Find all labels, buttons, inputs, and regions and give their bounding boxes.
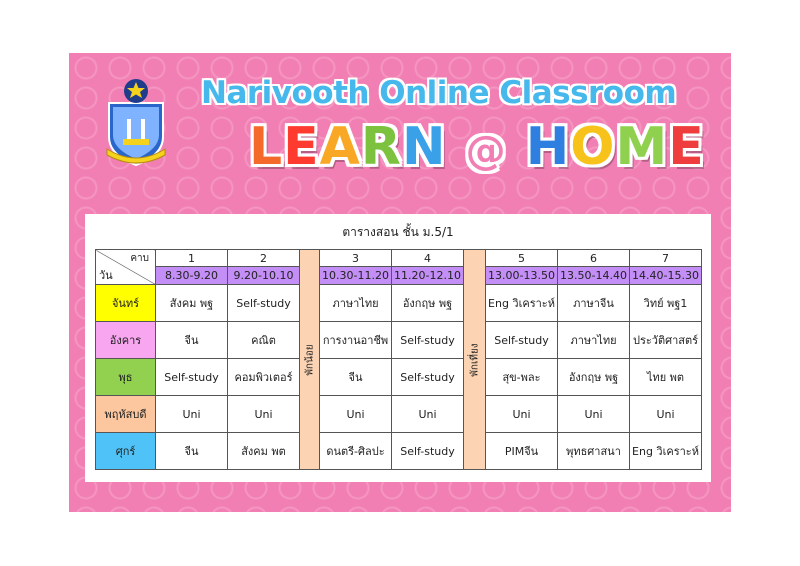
period-time: 13.00-13.50 [486, 267, 558, 285]
title-letter: R [360, 117, 402, 177]
class-cell: อังกฤษ พฐ [392, 285, 464, 322]
short-break-label: พักน้อย [304, 343, 315, 376]
title-letter: N [401, 117, 447, 177]
class-cell: คอมพิวเตอร์ [228, 359, 300, 396]
day-row-thursday [96, 396, 702, 433]
class-cell: ภาษาไทย [320, 285, 392, 322]
corner-cell [96, 250, 156, 285]
period-time: 11.20-12.10 [392, 267, 464, 285]
class-cell: ประวัติศาสตร์ [630, 322, 702, 359]
class-cell: Uni [486, 396, 558, 433]
class-cell: คณิต [228, 322, 300, 359]
day-label: อังคาร [96, 322, 156, 359]
class-cell: ดนตรี-ศิลปะ [320, 433, 392, 470]
lunch-break-label: พักเที่ยง [469, 342, 480, 377]
period-number-row [96, 250, 702, 267]
day-row-monday [96, 285, 702, 322]
short-break-column [300, 250, 320, 470]
period-number: 2 [228, 250, 300, 267]
period-number: 4 [392, 250, 464, 267]
period-time: 9.20-10.10 [228, 267, 300, 285]
period-time: 10.30-11.20 [320, 267, 392, 285]
day-label: พุธ [96, 359, 156, 396]
class-cell: Eng วิเคราะห์ [630, 433, 702, 470]
class-cell: วิทย์ พฐ1 [630, 285, 702, 322]
class-cell: สุข-พละ [486, 359, 558, 396]
title-letter [507, 117, 526, 177]
title-letter [447, 117, 466, 177]
class-cell: Uni [320, 396, 392, 433]
class-cell: Eng วิเคราะห์ [486, 285, 558, 322]
class-cell: ไทย พต [630, 359, 702, 396]
class-cell: ภาษาไทย [558, 322, 630, 359]
class-cell: พุทธศาสนา [558, 433, 630, 470]
class-cell: จีน [320, 359, 392, 396]
period-number: 3 [320, 250, 392, 267]
period-time: 13.50-14.40 [558, 267, 630, 285]
day-label: จันทร์ [96, 285, 156, 322]
day-row-friday [96, 433, 702, 470]
corner-period-label: คาบ [130, 253, 149, 264]
period-time: 14.40-15.30 [630, 267, 702, 285]
school-crest-icon [105, 75, 167, 167]
class-cell: สังคม พฐ [156, 285, 228, 322]
day-label: ศุกร์ [96, 433, 156, 470]
class-cell: Self-study [228, 285, 300, 322]
class-cell: ภาษาจีน [558, 285, 630, 322]
title-learn-at-home [249, 117, 705, 179]
period-number: 6 [558, 250, 630, 267]
title-letter: L [249, 117, 284, 177]
title-letter: A [319, 117, 361, 177]
day-row-tuesday [96, 322, 702, 359]
class-cell: Self-study [486, 322, 558, 359]
class-cell: PIMจีน [486, 433, 558, 470]
title-letter: E [668, 117, 705, 177]
class-cell: Uni [228, 396, 300, 433]
period-time-row [96, 267, 702, 285]
title-letter: O [570, 117, 616, 177]
day-row-wednesday [96, 359, 702, 396]
period-time: 8.30-9.20 [156, 267, 228, 285]
title-letter: H [525, 117, 571, 177]
day-label: พฤหัสบดี [96, 396, 156, 433]
class-cell: Uni [630, 396, 702, 433]
title-letter: E [283, 117, 320, 177]
class-cell: Self-study [392, 359, 464, 396]
title-online-classroom: Narivooth Online Classroom [201, 75, 677, 111]
timetable-sheet [85, 214, 711, 482]
corner-day-label: วัน [99, 269, 113, 282]
period-number: 1 [156, 250, 228, 267]
class-cell: อังกฤษ พฐ [558, 359, 630, 396]
title-letter: @ [465, 128, 507, 174]
class-cell: จีน [156, 433, 228, 470]
class-cell: Uni [392, 396, 464, 433]
class-cell: จีน [156, 322, 228, 359]
class-cell: Uni [156, 396, 228, 433]
period-number: 7 [630, 250, 702, 267]
title-letter: M [615, 117, 669, 177]
period-number: 5 [486, 250, 558, 267]
timetable [95, 249, 702, 470]
class-cell: Self-study [392, 433, 464, 470]
timetable-title: ตารางสอน ชั้น ม.5/1 [342, 225, 454, 239]
lunch-break-column [464, 250, 486, 470]
class-cell: Self-study [156, 359, 228, 396]
poster [69, 53, 731, 512]
class-cell: Self-study [392, 322, 464, 359]
class-cell: การงานอาชีพ [320, 322, 392, 359]
class-cell: Uni [558, 396, 630, 433]
class-cell: สังคม พต [228, 433, 300, 470]
